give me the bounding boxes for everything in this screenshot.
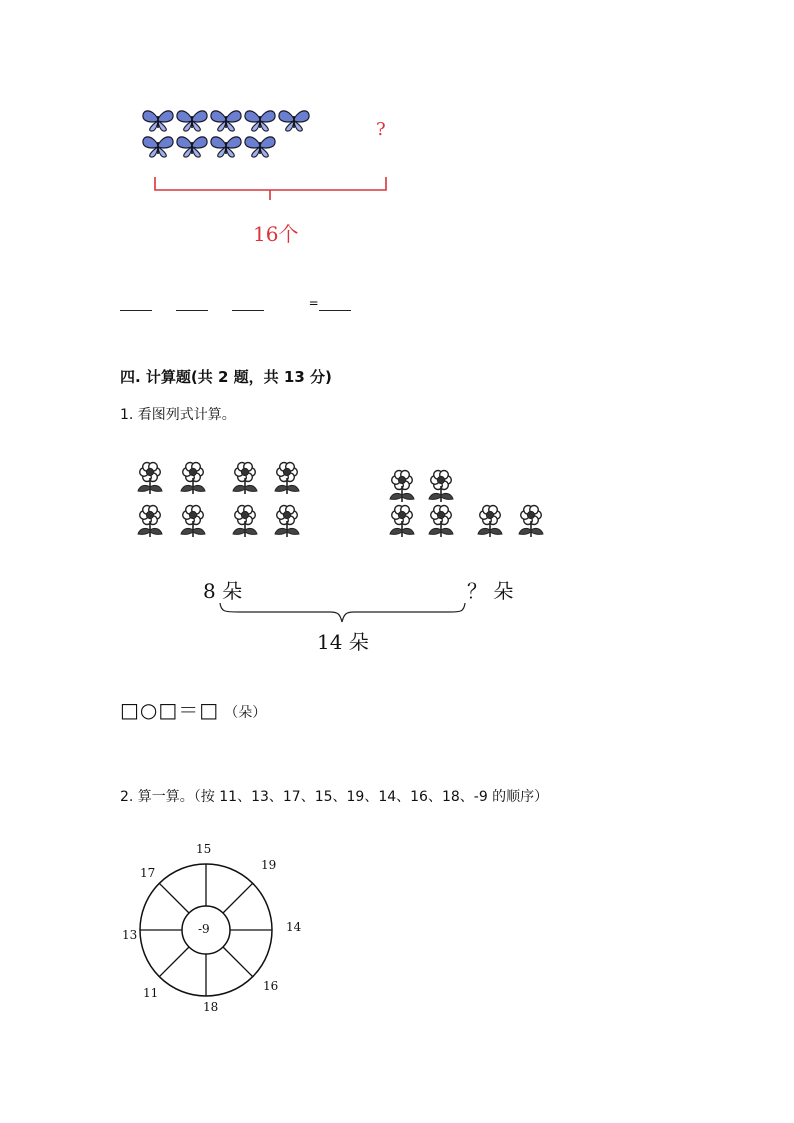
flower-icon (181, 463, 205, 495)
equals-sign: = (308, 296, 319, 310)
question-mark: ? (376, 119, 386, 140)
flower-icon (138, 463, 162, 495)
flower-icon (181, 506, 205, 538)
section-heading: 四. 计算题(共 2 题，共 13 分) (120, 368, 332, 386)
flower-icon (275, 463, 299, 495)
center-number: -9 (198, 922, 210, 936)
flower-icon (429, 471, 453, 503)
flower-icon (138, 506, 162, 538)
outer-number: 11 (143, 986, 159, 1000)
outer-number: 18 (203, 1000, 219, 1014)
outer-number: 16 (263, 979, 279, 993)
outer-number: 17 (140, 866, 156, 880)
outer-number: 19 (261, 858, 277, 872)
flower-icon (275, 506, 299, 538)
right-label: ？ 朵 (467, 579, 514, 603)
flower-icon (519, 506, 543, 538)
question-2-label: 2. 算一算。（按 11、13、17、15、19、14、16、18、-9 的顺序） (120, 789, 549, 805)
outer-number: 15 (196, 842, 212, 856)
flower-icon (390, 471, 414, 503)
total-label: 16个 (253, 222, 299, 246)
flower-icon (429, 506, 453, 538)
formula-unit: （朵） (224, 705, 267, 721)
number-wheel (120, 836, 300, 1016)
question-1-label: 1. 看图列式计算。 (120, 407, 236, 423)
left-label: 8 朵 (203, 579, 243, 603)
flower-icon (233, 463, 257, 495)
outer-number: 14 (286, 920, 302, 934)
q1-total-label: 14 朵 (317, 630, 369, 654)
flower-icon (478, 506, 502, 538)
flower-icon (233, 506, 257, 538)
flower-icon (390, 506, 414, 538)
formula-row (120, 694, 266, 723)
outer-number: 13 (122, 928, 138, 942)
formula-shapes[interactable]: □○□＝□ (120, 698, 220, 722)
